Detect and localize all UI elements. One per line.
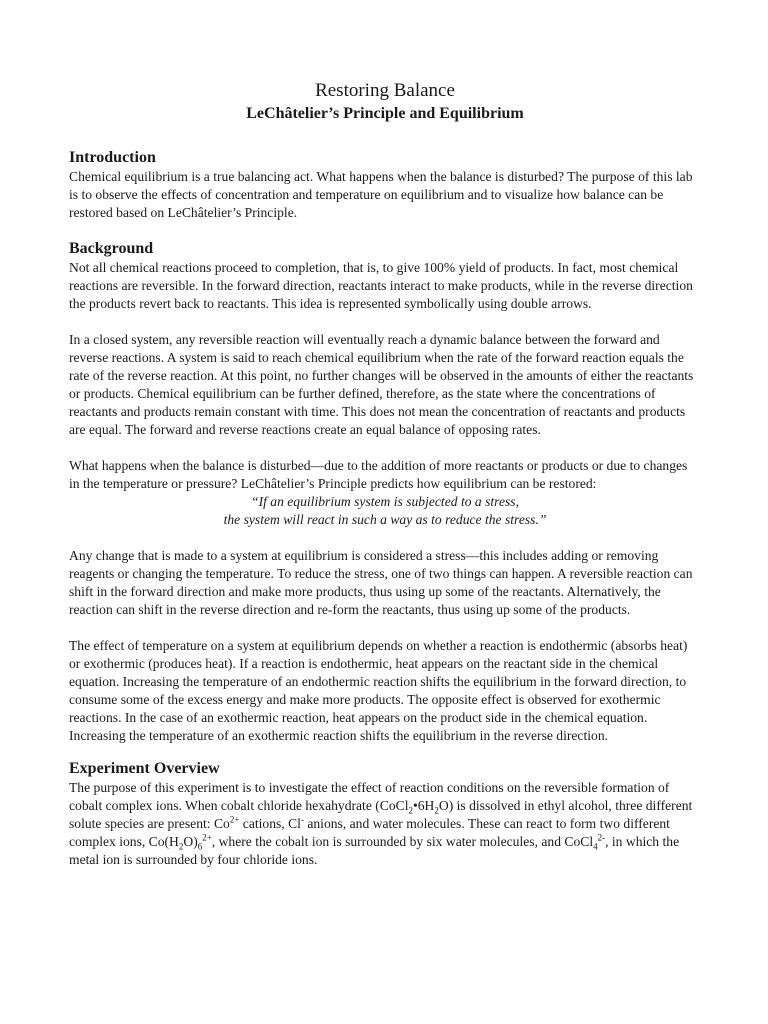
superscript: -: [300, 814, 304, 825]
subscript: 2: [434, 805, 439, 816]
introduction-paragraph: Chemical equilibrium is a true balancing act. What happens when the balance is disturbed? The purpose of this lab is to observe the effects of concentration and temperature on equilibrium and to visualize how balance can be restored based on LeChâtelier’s Principle.: [69, 169, 693, 220]
principle-quote-line-2: the system will react in such a way as to reduce the stress.”: [223, 512, 547, 527]
experiment-text-6: O): [183, 834, 198, 849]
background-paragraph-1: Not all chemical reactions proceed to completion, that is, to give 100% yield of products. In fact, most chemical reactions are reversible. In the forward direction, reactants interact to make products, while in the reverse direction the products revert back to reactants. This idea is represented symbolically using double arrows.: [69, 260, 693, 311]
superscript: 2-: [597, 832, 606, 843]
experiment-text-5: anions, and water molecules. These can react to form two different complex ions, Co(H: [69, 816, 670, 849]
background-paragraph-2: In a closed system, any reversible reaction will eventually reach a dynamic balance between the forward and reverse reactions. A system is said to reach chemical equilibrium when the rate of the forward reaction equals the rate of the reverse reaction. At this point, no further changes will be observed in the amounts of either the reactants or products. Chemical equilibrium can be further defined, therefore, as the state where the concentrations of reactants and products remain constant with time. This does not mean the concentration of reactants and products are equal. The forward and reverse reactions create an equal balance of opposing rates.: [69, 332, 694, 437]
principle-quote-line-1: “If an equilibrium system is subjected to a stress,: [251, 494, 519, 509]
experiment-text-7: , where the cobalt ion is surrounded by six water molecules, and CoCl: [211, 834, 594, 849]
experiment-text-1: The purpose of this experiment is to investigate the effect of reaction conditions on the reversible formation of cobalt complex ions. When cobalt chloride hexahydrate (CoCl: [69, 780, 670, 813]
background-paragraph-3: What happens when the balance is disturbed—due to the addition of more reactants or products or due to changes in the temperature or pressure? LeChâtelier’s Principle predicts how equilibrium can be restored:: [69, 458, 688, 491]
document-title: Restoring Balance: [315, 80, 455, 101]
experiment-text-2: •6H: [413, 798, 435, 813]
experiment-text-3: O) is dissolved in ethyl alcohol, three different solute species are present: Co: [69, 798, 693, 831]
background-paragraph-4: Any change that is made to a system at equilibrium is considered a stress—this includes adding or removing reagents or changing the temperature. To reduce the stress, one of two things can happen. A reversible reaction can shift in the forward direction and make more products, thus using up some of the reactants. Alternatively, the reaction can shift in the reverse direction and re-form the reactants, thus using up some of the products.: [69, 548, 693, 617]
document-subtitle: LeChâtelier’s Principle and Equilibrium: [246, 105, 524, 122]
document-page: [69, 80, 701, 869]
experiment-overview-paragraph: [69, 779, 701, 869]
subscript: 2: [408, 805, 413, 816]
subscript: 2: [178, 841, 184, 852]
experiment-text-4: cations, Cl: [239, 816, 301, 831]
superscript: 2+: [202, 832, 212, 843]
subscript: 4: [593, 841, 598, 852]
experiment-overview-heading: Experiment Overview: [69, 760, 220, 777]
background-paragraph-5: The effect of temperature on a system at equilibrium depends on whether a reaction is endothermic (absorbs heat) or exothermic (produces heat). If a reaction is endothermic, heat appears on the reactant side in the chemical equation. Increasing the temperature of an endothermic reaction shifts the equilibrium in the forward direction, to consume some of the excess energy and make more products. The opposite effect is observed for exothermic reactions. In the case of an exothermic reaction, heat appears on the product side in the chemical equation. Increasing the temperature of an exothermic reaction shifts the equilibrium in the reverse direction.: [69, 638, 688, 743]
superscript: 2+: [229, 814, 240, 825]
introduction-heading: Introduction: [69, 149, 156, 166]
background-heading: Background: [69, 240, 154, 257]
subscript: 6: [197, 841, 203, 852]
experiment-text-8: , in which the metal ion is surrounded by four chloride ions.: [69, 834, 680, 867]
